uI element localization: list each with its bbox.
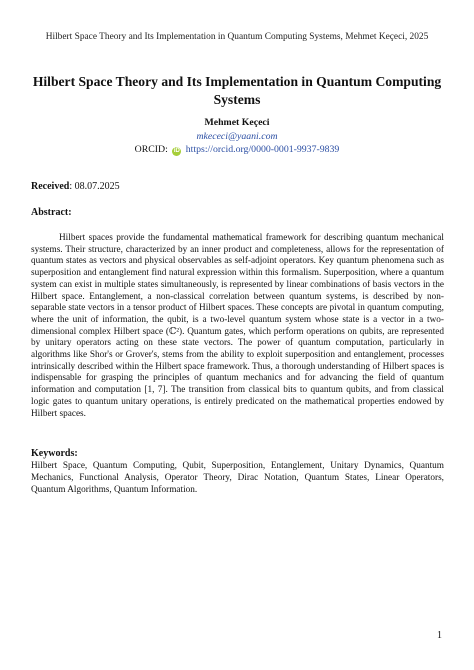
paper-title: Hilbert Space Theory and Its Implementation in Quantum Computing Systems bbox=[32, 74, 442, 107]
running-header: Hilbert Space Theory and Its Implementation in Quantum Computing Systems, Mehmet Keçeci, 2025 bbox=[45, 32, 429, 42]
received-value: : 08.07.2025 bbox=[69, 181, 120, 192]
orcid-label: ORCID: bbox=[134, 144, 168, 155]
author-email-link[interactable]: mkececi@yaani.com bbox=[196, 131, 278, 142]
abstract-heading: Abstract: bbox=[31, 207, 72, 218]
page-number: 1 bbox=[437, 630, 442, 641]
received-date bbox=[31, 181, 120, 193]
keywords-heading: Keywords: bbox=[31, 448, 78, 459]
abstract-text: Hilbert spaces provide the fundamental mathematical framework for describing quantum mechanical systems. Their structure, characterized by an inner product and completeness, allows for the representation of quantum states as vectors and physical observables as self-adjoint operators. Key quantum phenomena such as superposition and entanglement find natural expression within this formalism. Superposition, where a quantum system can exist in multiple states simultaneously, is represented by linear combinations of basis vectors in the Hilbert space. Entanglement, a non-classical correlation between quantum systems, is described by non-separable state vectors in a tensor product of Hilbert spaces. These concepts are pivotal in quantum computing, where the unit of information, the qubit, is a two-level quantum system whose state is a vector in a two-dimensional complex Hilbert space (ℂ²). Quantum gates, which perform operations on qubits, are represented by unitary operators acting on these state vectors. The power of quantum computation, particularly in algorithms like Shor's or Grover's, stems from the ability to exploit superposition and entanglement, processes intrinsically described within the Hilbert space framework. Thus, a thorough understanding of Hilbert spaces is indispensable for grasping the principles of quantum mechanics and for advancing the field of quantum information and computation [1, 7]. The transition from classical bits to quantum qubits, and from classical logic gates to quantum unitary operations, is entirely predicated on the mathematical properties endowed by Hilbert spaces. bbox=[31, 233, 444, 419]
received-label: Received bbox=[31, 181, 70, 192]
author-block bbox=[0, 117, 474, 156]
keywords-text: Hilbert Space, Quantum Computing, Qubit, Superposition, Entanglement, Unitary Dynamics, Quantum Mechanics, Functional Analysis, Operator Theory, Dirac Notation, Quantum States, Linear Operators, Quantum Algorithms, Quantum Information. bbox=[31, 461, 444, 495]
orcid-icon[interactable]: iD bbox=[173, 148, 180, 154]
author-name: Mehmet Keçeci bbox=[204, 117, 270, 128]
orcid-line bbox=[0, 144, 474, 156]
orcid-link[interactable]: https://orcid.org/0000-0001-9937-9839 bbox=[185, 144, 340, 155]
